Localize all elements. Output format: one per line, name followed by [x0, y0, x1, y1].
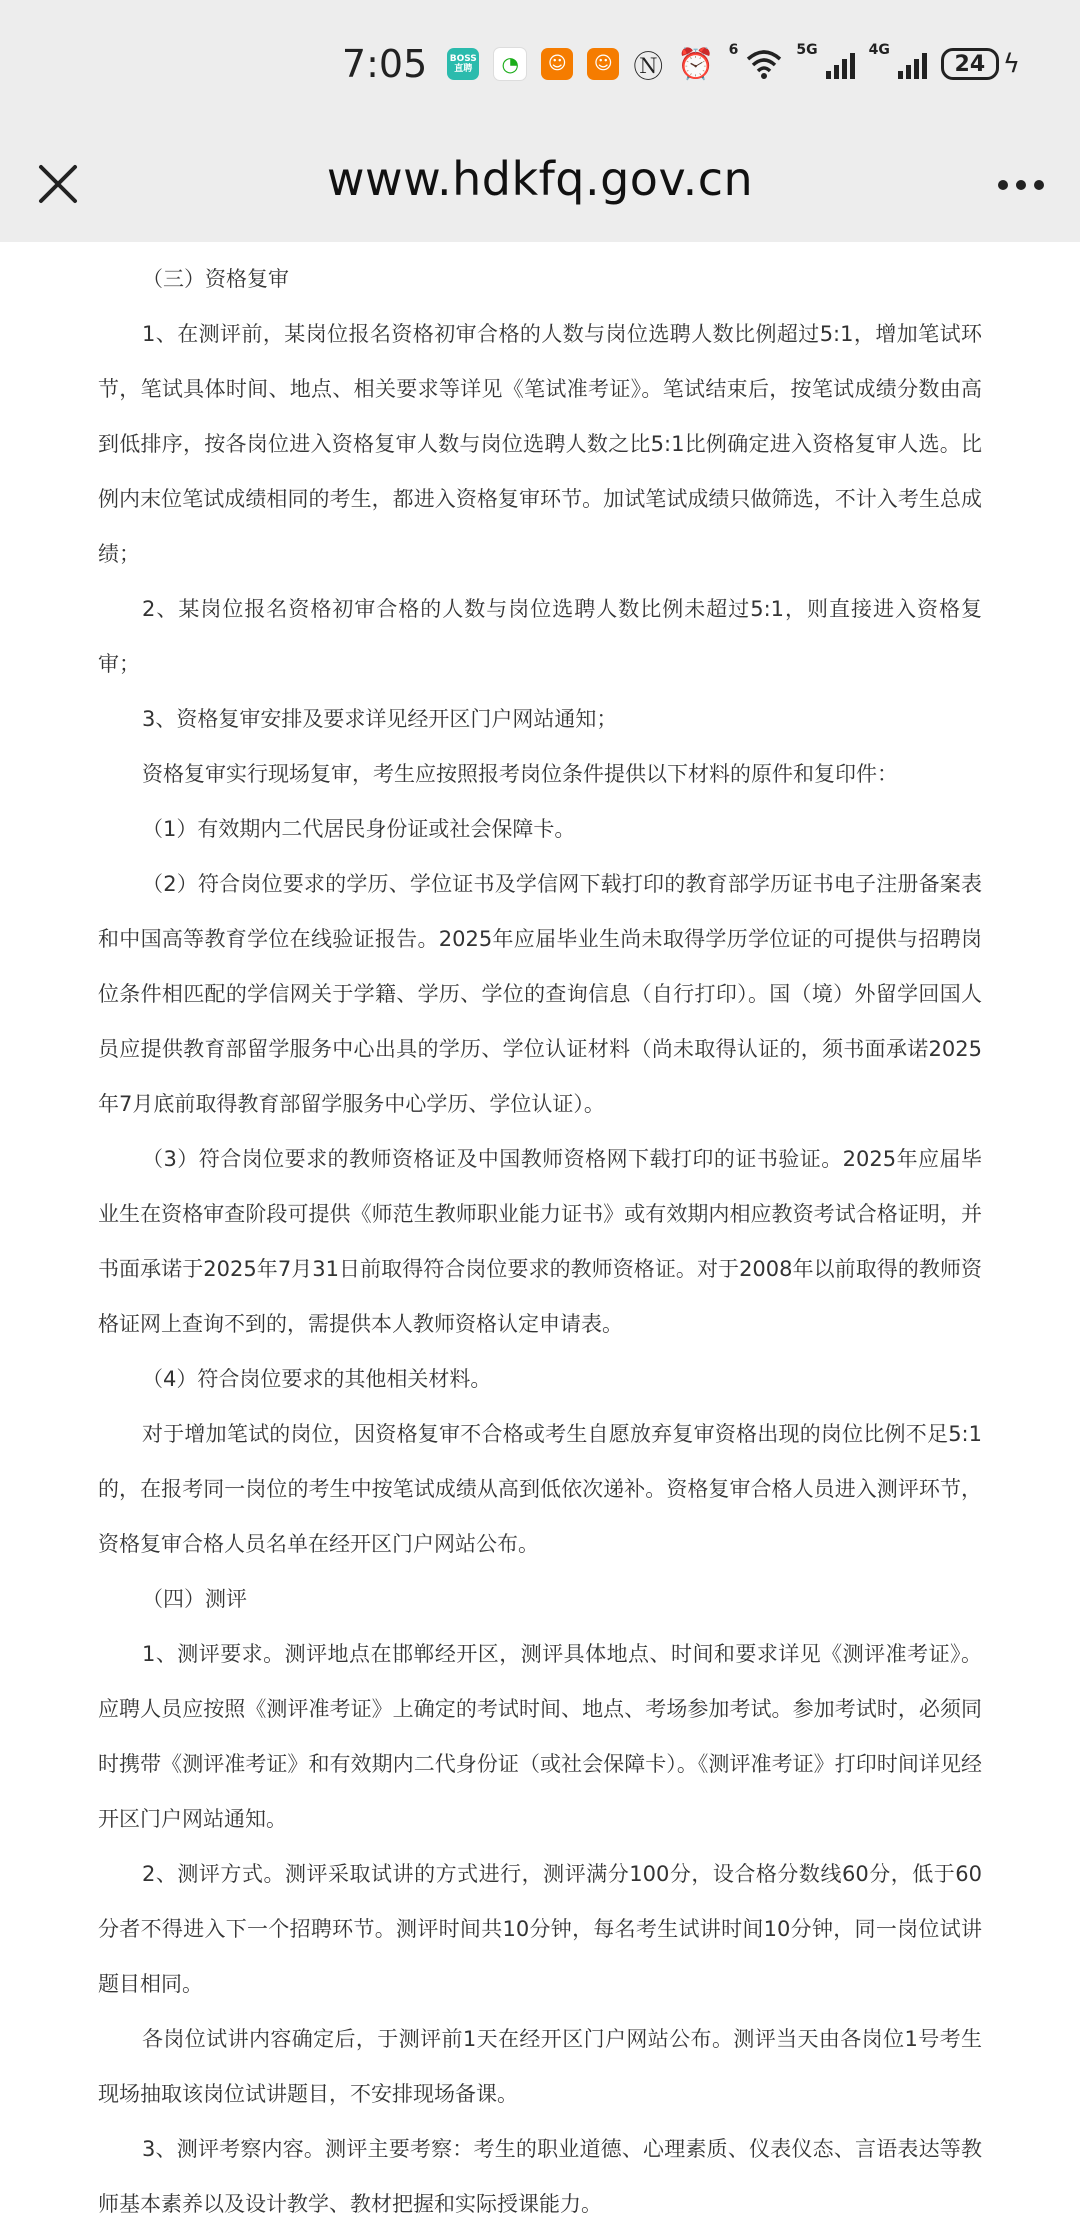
article-body	[0, 242, 1080, 2228]
more-dot-icon	[1016, 180, 1026, 190]
more-dot-icon	[1034, 180, 1044, 190]
paragraph: （4）符合岗位要求的其他相关材料。	[142, 1367, 492, 1391]
section-heading: （三）资格复审	[142, 267, 289, 291]
orange-app-icon-2: ☺	[587, 48, 619, 80]
orange-app-icon: ☺	[541, 48, 573, 80]
paragraph: 各岗位试讲内容确定后，于测评前1天在经开区门户网站公布。测评当天由各岗位1号考生现场抽取该岗位试讲题目，不安排现场备课。	[98, 2027, 982, 2106]
browser-nav-bar	[0, 128, 1080, 242]
status-bar	[0, 0, 1080, 128]
wifi-label: 6	[728, 42, 739, 58]
battery-level: 24	[954, 51, 986, 77]
more-options-button[interactable]	[988, 158, 1054, 212]
paragraph: 3、测评考察内容。测评主要考察：考生的职业道德、心理素质、仪表仪态、言语表达等教师基本素养以及设计教学、教材把握和实际授课能力。	[98, 2137, 982, 2216]
status-icons	[342, 42, 1020, 86]
battery-icon	[941, 48, 999, 80]
paragraph: 2、测评方式。测评采取试讲的方式进行，测评满分100分，设合格分数线60分，低于60分者不得进入下一个招聘环节。测评时间共10分钟，每名考生试讲时间10分钟，同一岗位试讲题目相同。	[98, 1862, 982, 1996]
paragraph: （1）有效期内二代居民身份证或社会保障卡。	[142, 817, 576, 841]
signal-5g-icon	[826, 49, 855, 79]
paragraph: （3）符合岗位要求的教师资格证及中国教师资格网下载打印的证书验证。2025年应届毕业生在资格审查阶段可提供《师范生教师职业能力证书》或有效期内相应教资考试合格证明，并书面承诺于2025年7月31日前取得符合岗位要求的教师资格证。对于2008年以前取得的教师资格证网上查询不到的，需提供本人教师资格认定申请表。	[98, 1147, 982, 1336]
clock: 7:05	[341, 42, 428, 86]
paragraph: （2）符合岗位要求的学历、学位证书及学信网下载打印的教育部学历证书电子注册备案表和中国高等教育学位在线验证报告。2025年应届毕业生尚未取得学历学位证的可提供与招聘岗位条件相匹配的学信网关于学籍、学历、学位的查询信息（自行打印）。国（境）外留学回国人员应提供教育部留学服务中心出具的学历、学位认证材料（尚未取得认证的，须书面承诺2025年7月底前取得教育部留学服务中心学历、学位认证）。	[98, 872, 982, 1116]
page-url-title: www.hdkfq.gov.cn	[326, 152, 754, 206]
wifi-icon	[746, 49, 782, 79]
charging-icon: ϟ	[1002, 49, 1020, 79]
paragraph: 1、测评要求。测评地点在邯郸经开区，测评具体地点、时间和要求详见《测评准考证》。应聘人员应按照《测评准考证》上确定的考试时间、地点、考场参加考试。参加考试时，必须同时携带《测评准考证》和有效期内二代身份证（或社会保障卡）。《测评准考证》打印时间详见经开区门户网站通知。	[98, 1642, 982, 1831]
section-heading: （四）测评	[142, 1587, 247, 1611]
paragraph: 1、在测评前，某岗位报名资格初审合格的人数与岗位选聘人数比例超过5:1，增加笔试环节，笔试具体时间、地点、相关要求等详见《笔试准考证》。笔试结束后，按笔试成绩分数由高到低排序，按各岗位进入资格复审人数与岗位选聘人数之比5:1比例确定进入资格复审人选。比例内末位笔试成绩相同的考生，都进入资格复审环节。加试笔试成绩只做筛选，不计入考生总成绩；	[98, 322, 982, 566]
paragraph: 对于增加笔试的岗位，因资格复审不合格或考生自愿放弃复审资格出现的岗位比例不足5:1的，在报考同一岗位的考生中按笔试成绩从高到低依次递补。资格复审合格人员进入测评环节，资格复审合格人员名单在经开区门户网站公布。	[98, 1422, 982, 1556]
paragraph: 2、某岗位报名资格初审合格的人数与岗位选聘人数比例未超过5:1，则直接进入资格复审；	[98, 597, 982, 676]
paragraph: 3、资格复审安排及要求详见经开区门户网站通知；	[142, 707, 618, 731]
signal-4g-icon	[898, 49, 927, 79]
paragraph: 资格复审实行现场复审，考生应按照报考岗位条件提供以下材料的原件和复印件：	[142, 762, 898, 786]
boss-app-icon: BOSS 直聘	[447, 48, 479, 80]
more-dot-icon	[998, 180, 1008, 190]
5g-label: 5G	[796, 42, 818, 58]
nfc-icon: Ⓝ	[633, 50, 664, 85]
chat-app-icon: ◔	[493, 47, 527, 81]
page-content[interactable]	[0, 242, 1080, 2228]
4g-label: 4G	[868, 42, 890, 58]
alarm-icon: ⏰	[677, 46, 715, 82]
